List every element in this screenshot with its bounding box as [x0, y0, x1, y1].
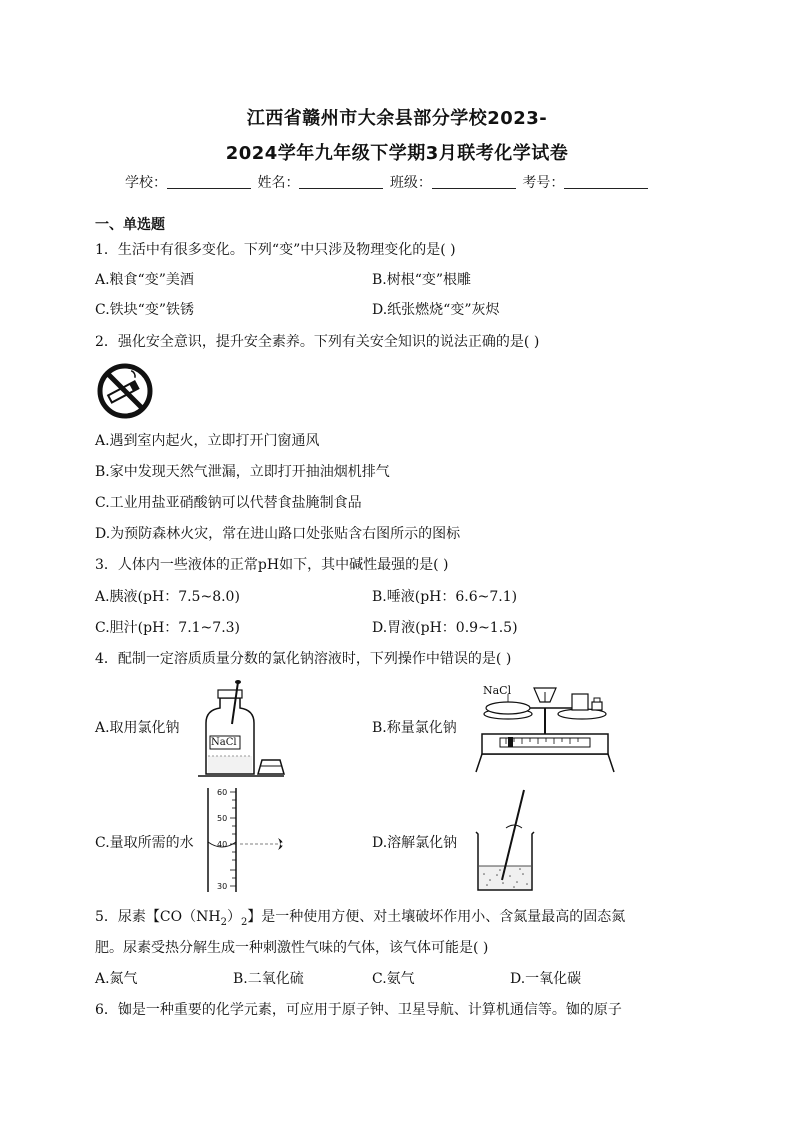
- question-3-option-c: C.胆汁(pH：7.1~7.3): [95, 620, 241, 636]
- exam-title-line2: 2024学年九年级下学期3月联考化学试卷: [225, 143, 569, 164]
- question-2-option-b: B.家中发现天然气泄漏，立即打开抽油烟机排气: [95, 464, 390, 480]
- question-5-stem-line2: 肥。尿素受热分解生成一种刺激性气味的气体，该气体可能是( ): [95, 940, 489, 956]
- name-blank[interactable]: [299, 174, 383, 189]
- exam-title-line1: 江西省赣州市大余县部分学校2023-: [246, 108, 548, 129]
- question-5-stem-line1: [95, 908, 625, 932]
- name-label: 姓名：: [257, 175, 300, 191]
- question-5-subscript-2: 2: [240, 916, 248, 928]
- cylinder-tick-60: 60: [217, 788, 228, 797]
- question-1-option-d: D.纸张燃烧“变”灰烬: [372, 302, 500, 318]
- question-3-option-d: D.胃液(pH：0.9~1.5): [372, 620, 518, 636]
- question-5-stem-part3: 】是一种使用方便、对土壤破坏作用小、含氮量最高的固态氮: [247, 909, 626, 925]
- question-2-option-d: D.为预防森林火灾，常在进山路口处张贴含右图所示的图标: [95, 526, 461, 542]
- question-2-option-a: A.遇到室内起火，立即打开门窗通风: [95, 433, 320, 449]
- exam-number-label: 考号：: [522, 175, 565, 191]
- question-5-subscript-1: 2: [220, 916, 227, 928]
- school-blank[interactable]: [167, 174, 251, 189]
- scale-nacl-label: NaCl: [483, 684, 512, 697]
- question-4-option-a: A.取用氯化钠: [95, 720, 180, 736]
- question-2-stem: 2．强化安全意识，提升安全素养。下列有关安全知识的说法正确的是( ): [95, 334, 540, 350]
- question-4-stem: 4．配制一定溶质质量分数的氯化钠溶液时，下列操作中错误的是( ): [95, 651, 512, 667]
- school-label: 学校：: [125, 175, 167, 191]
- question-5-option-a: A.氮气: [95, 971, 138, 987]
- question-5-stem-part2: ）: [226, 909, 241, 925]
- question-6-stem: 6．铷是一种重要的化学元素，可应用于原子钟、卫星导航、计算机通信等。铷的原子: [95, 1002, 622, 1018]
- cylinder-tick-30: 30: [217, 882, 228, 891]
- question-5-option-d: D.一氧化碳: [510, 971, 582, 987]
- question-3-stem: 3．人体内一些液体的正常pH如下，其中碱性最强的是( ): [95, 557, 449, 573]
- reagent-bottle-figure: [196, 678, 286, 778]
- question-1-stem: 1．生活中有很多变化。下列“变”中只涉及物理变化的是( ): [95, 242, 456, 258]
- class-label: 班级：: [389, 175, 432, 191]
- question-5-option-b: B.二氧化硫: [233, 971, 304, 987]
- graduated-cylinder-figure: [200, 786, 300, 894]
- class-blank[interactable]: [432, 174, 516, 189]
- bottle-nacl-label: NaCl: [211, 737, 237, 748]
- question-4-option-b: B.称量氯化钠: [372, 720, 457, 736]
- question-5-stem-part1: 5．尿素【CO（NH: [95, 909, 221, 925]
- question-3-option-b: B.唾液(pH：6.6~7.1): [372, 589, 518, 605]
- question-2-option-c: C.工业用盐亚硝酸钠可以代替食盐腌制食品: [95, 495, 362, 511]
- question-1-option-c: C.铁块“变”铁锈: [95, 302, 194, 318]
- question-4-option-d: D.溶解氯化钠: [372, 835, 458, 851]
- section-heading: 一、单选题: [95, 217, 165, 233]
- question-4-option-c: C.量取所需的水: [95, 835, 194, 851]
- cylinder-tick-40: 40: [217, 840, 228, 849]
- question-1-option-b: B.树根“变”根雕: [372, 272, 472, 288]
- student-info-fields: [125, 172, 650, 192]
- question-1-option-a: A.粮食“变”美酒: [95, 272, 194, 288]
- cylinder-tick-50: 50: [217, 814, 228, 823]
- no-smoking-icon: [96, 362, 154, 420]
- question-3-option-a: A.胰液(pH：7.5~8.0): [95, 589, 240, 605]
- question-5-option-c: C.氨气: [372, 971, 415, 987]
- exam-number-blank[interactable]: [564, 174, 648, 189]
- beaker-stirring-figure: [470, 788, 540, 894]
